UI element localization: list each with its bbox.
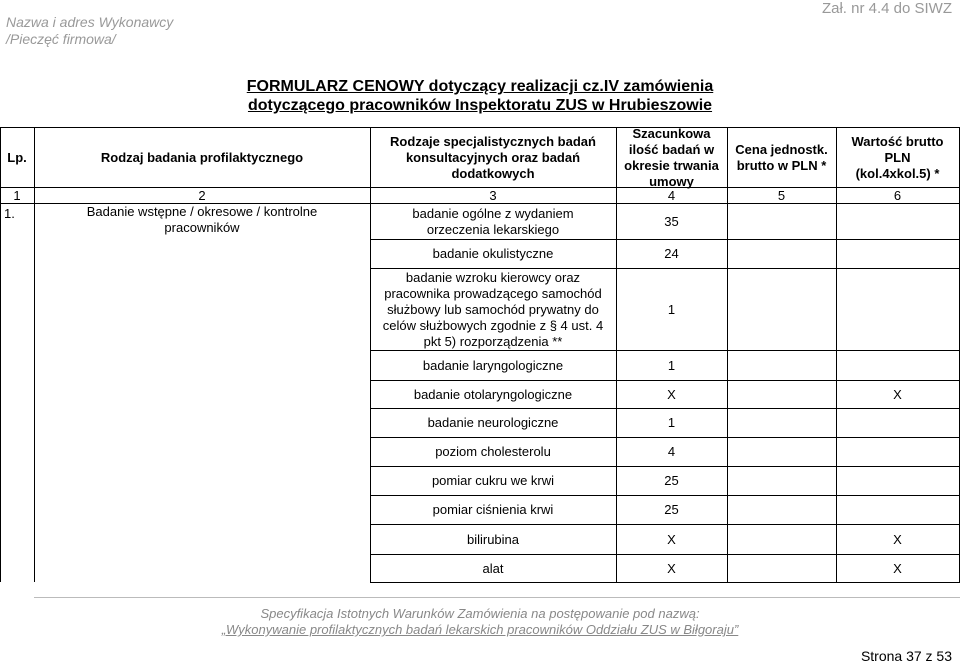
table-row-value: X xyxy=(893,560,902,576)
table-row-value: X xyxy=(893,531,902,547)
contractor-name-label: Nazwa i adres Wykonawcy xyxy=(6,14,174,30)
table-row-qty: X xyxy=(667,560,676,576)
table-row-qty: 1 xyxy=(667,357,676,373)
col-number: 5 xyxy=(777,187,786,203)
footer-spec-line: Specyfikacja Istotnych Warunków Zamówienia na postępowanie pod nazwą: xyxy=(260,606,700,621)
table-row-value: X xyxy=(893,386,902,402)
form-title-line1: FORMULARZ CENOWY dotyczący realizacji cz.IV zamówienia xyxy=(246,78,714,95)
table-row-item-name: bilirubina xyxy=(466,531,520,547)
col-header-value: Wartość brutto PLN (kol.4xkol.5) * xyxy=(851,133,944,181)
table-row-qty: 25 xyxy=(664,502,679,517)
col-number: 6 xyxy=(893,187,902,203)
table-row-qty: 1 xyxy=(667,301,676,317)
footer-divider xyxy=(34,597,960,598)
row-lp: 1. xyxy=(4,206,15,221)
table-row-item-name: alat xyxy=(482,560,504,576)
table-row-qty: X xyxy=(667,386,676,402)
table-row-qty: 35 xyxy=(664,213,679,229)
table-row-item-name: pomiar cukru we krwi xyxy=(431,473,555,488)
table-row-item-name: badanie neurologiczne xyxy=(427,415,559,430)
table-row-item-name: pomiar ciśnienia krwi xyxy=(432,502,554,517)
table-row-item-name: poziom cholesterolu xyxy=(435,444,551,459)
table-row-item-name: badanie okulistyczne xyxy=(432,246,554,261)
col-number: 2 xyxy=(198,187,206,203)
table-row-item-name: badanie ogólne z wydaniem orzeczenia lekarskiego xyxy=(412,205,574,237)
form-title-line2: dotyczącego pracowników Inspektoratu ZUS w Hrubieszowie xyxy=(247,97,713,114)
page-number: Strona 37 z 53 xyxy=(860,648,952,664)
col-header-unit-price: Cena jednostk. brutto w PLN * xyxy=(735,141,828,173)
footer-procurement-name: „Wykonywanie profilaktycznych badań lekarskich pracowników Oddziału ZUS w Biłgoraju” xyxy=(221,622,739,637)
table-row-item-name: badanie wzroku kierowcy oraz pracownika prowadzącego samochód służbowy lub samochód prywatny do celów służbowych zgodnie z § 4 ust. 4 pkt 5) rozporządzenia ** xyxy=(382,269,604,349)
table-row-qty: 1 xyxy=(667,415,676,430)
row-type: Badanie wstępne / okresowe / kontrolne pracowników xyxy=(86,204,318,235)
col-number: 1 xyxy=(13,187,21,203)
table-row-qty: X xyxy=(667,531,676,547)
table-row-qty: 24 xyxy=(664,246,679,261)
table-row-qty: 4 xyxy=(667,444,676,459)
attachment-label: Zał. nr 4.4 do SIWZ xyxy=(821,0,952,17)
col-number: 3 xyxy=(489,187,497,203)
table-row-qty: 25 xyxy=(664,473,679,488)
col-number: 4 xyxy=(667,187,676,203)
col-header-specialist: Rodzaje specjalistycznych badań konsultacyjnych oraz badań dodatkowych xyxy=(390,133,596,181)
col-header-type: Rodzaj badania profilaktycznego xyxy=(100,149,304,165)
table-row-item-name: badanie otolaryngologiczne xyxy=(413,386,573,402)
col-header-quantity: Szacunkowa ilość badań w okresie trwania umowy xyxy=(624,125,719,189)
table-row-item-name: badanie laryngologiczne xyxy=(422,357,564,373)
col-header-lp: Lp. xyxy=(7,149,27,165)
company-stamp-label: /Pieczęć firmowa/ xyxy=(6,31,116,47)
